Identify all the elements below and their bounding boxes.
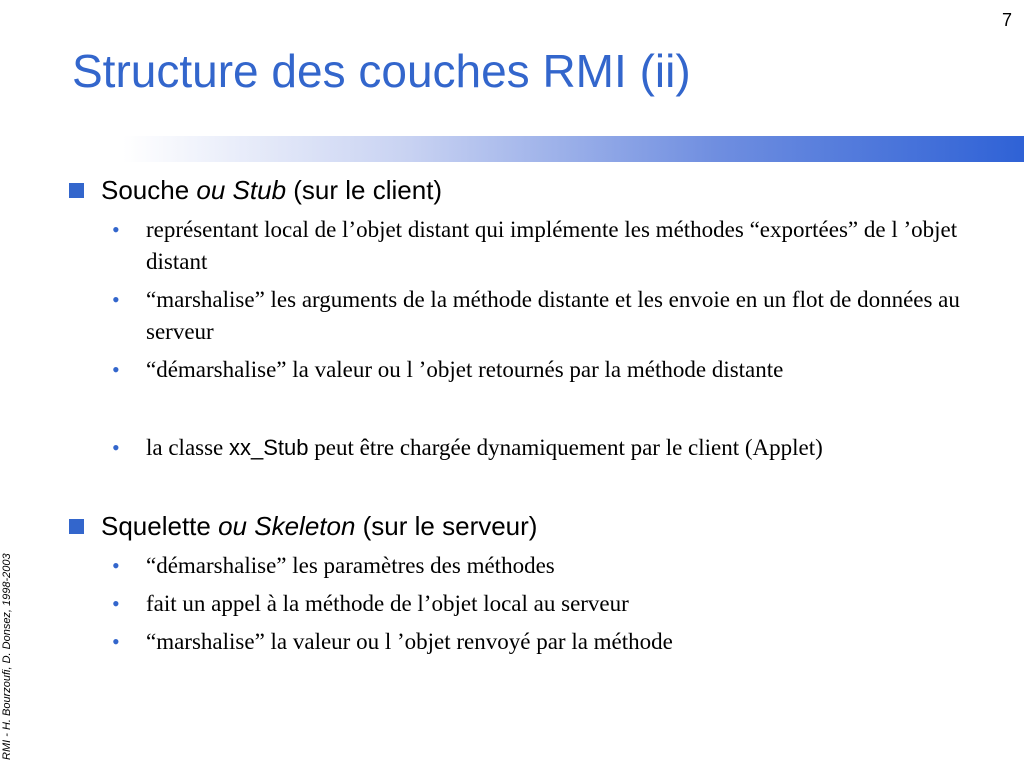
- list-item: [68, 626, 998, 658]
- skeleton-bullet-list: [68, 550, 998, 658]
- stub-bullet-list: [68, 214, 998, 464]
- side-credit: RMI - H. Bourzoufi, D. Donsez, 1998-2003: [1, 553, 13, 760]
- list-item-text: “démarshalise” la valeur ou l ’objet retournés par la méthode distante: [146, 357, 784, 382]
- dot-bullet-icon: •: [112, 553, 120, 578]
- list-item-text: fait un appel à la méthode de l’objet local au serveur: [146, 591, 629, 616]
- list-item-text: représentant local de l’objet distant qui implémente les méthodes “exportées” de l ’objet distant: [146, 217, 958, 274]
- section-stub: [68, 172, 998, 464]
- heading-text: Souche: [101, 175, 197, 205]
- slide-title: Structure des couches RMI (ii): [72, 45, 691, 97]
- heading-suffix: (sur le serveur): [355, 511, 538, 541]
- list-item: [68, 354, 998, 386]
- heading-emphasis: ou Stub: [196, 175, 287, 205]
- dot-bullet-icon: •: [112, 629, 120, 654]
- heading-suffix: (sur le client): [286, 175, 443, 205]
- list-item: [68, 550, 998, 582]
- square-bullet-icon: [69, 183, 84, 198]
- list-item-text-suffix: peut être chargée dynamiquement par le client (Applet): [308, 435, 823, 460]
- class-name-code: xx_Stub: [229, 435, 309, 460]
- list-item-text: “marshalise” les arguments de la méthode distante et les envoie en un flot de données au serveur: [146, 287, 960, 344]
- list-item-text: “démarshalise” les paramètres des méthodes: [146, 553, 555, 578]
- dot-bullet-icon: •: [112, 591, 120, 616]
- dot-bullet-icon: •: [112, 357, 120, 382]
- page-number: 7: [1001, 10, 1012, 30]
- heading-emphasis: ou Skeleton: [218, 511, 356, 541]
- list-item: [68, 284, 998, 348]
- title-underline-gradient: [0, 136, 1024, 162]
- dot-bullet-icon: •: [112, 217, 120, 242]
- list-item-text: la classe: [146, 435, 230, 460]
- dot-bullet-icon: •: [112, 287, 120, 312]
- list-item-text: “marshalise” la valeur ou l ’objet renvoyé par la méthode: [146, 629, 673, 654]
- bullet-heading-stub: [68, 172, 998, 208]
- bullet-heading-skeleton: [68, 508, 998, 544]
- square-bullet-icon: [69, 519, 84, 534]
- list-item: [68, 432, 998, 464]
- section-skeleton: [68, 508, 998, 658]
- slide-content: [68, 172, 998, 658]
- dot-bullet-icon: •: [112, 435, 120, 460]
- heading-text: Squelette: [101, 511, 219, 541]
- list-item: [68, 588, 998, 620]
- list-item: [68, 214, 998, 278]
